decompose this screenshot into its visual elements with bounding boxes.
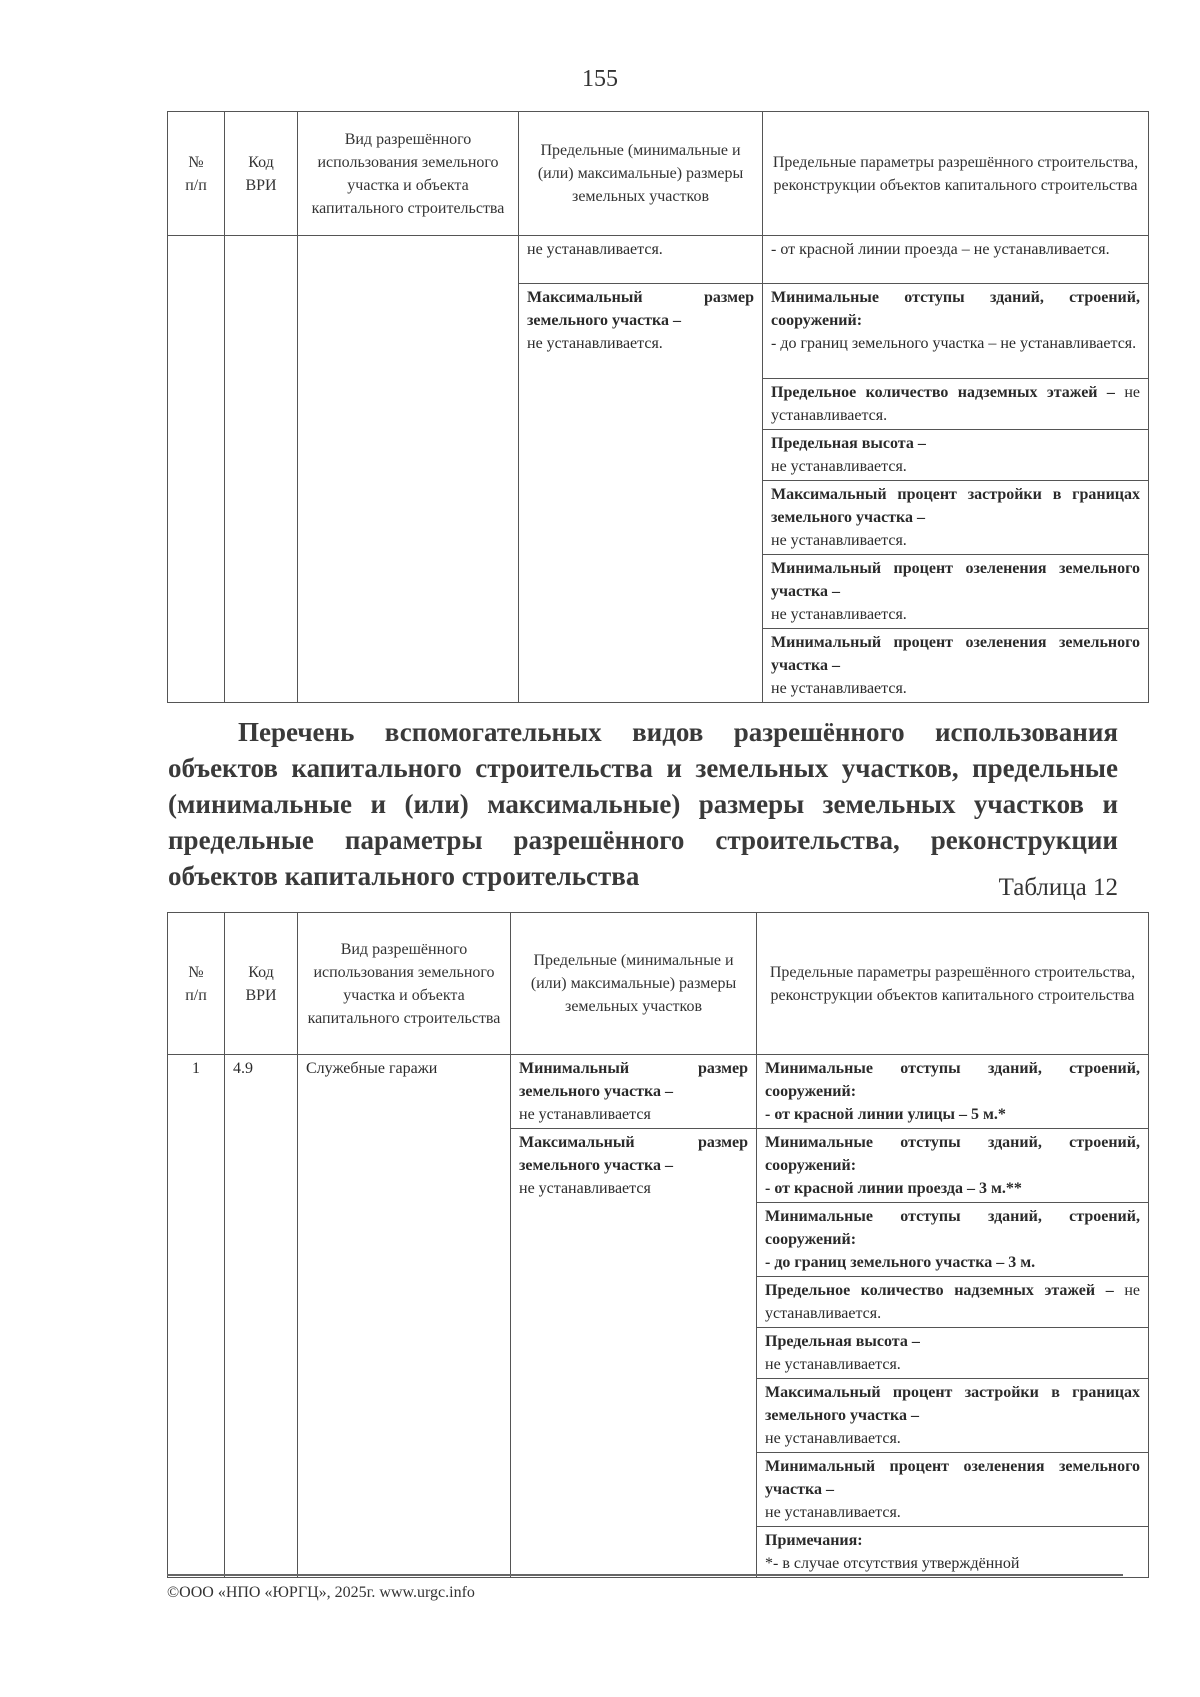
header-code: Код ВРИ — [225, 913, 298, 1055]
header-sizes: Предельные (минимальные и (или) максимальные) размеры земельных участков — [519, 112, 763, 236]
table-12 — [167, 912, 1149, 1578]
table-row — [168, 1055, 1149, 1129]
header-type: Вид разрешённого использования земельного участка и объекта капитального строительства — [298, 112, 519, 236]
section-heading: Перечень вспомогательных видов разрешённого использования объектов капитального строительства и земельных участков, предельные (минимальные и (или) максимальные) размеры земельных участков и предельные параметры разрешённого строительства, реконструкции объектов капитального строительства — [168, 717, 1118, 891]
continued-table — [167, 111, 1149, 703]
header-type: Вид разрешённого использования земельного участка и объекта капитального строительства — [298, 913, 511, 1055]
table-row — [168, 236, 1149, 284]
cell-code: 4.9 — [225, 1055, 298, 1578]
header-code: Код ВРИ — [225, 112, 298, 236]
cell-type — [298, 236, 519, 703]
param-cell: Примечания: *- в случае отсутствия утверждённой — [757, 1527, 1149, 1578]
size-cell: Максимальный размер земельного участка – не устанавливается — [511, 1129, 757, 1578]
param-cell: Предельное количество надземных этажей – не устанавливается. — [763, 379, 1149, 430]
param-cell: Максимальный процент застройки в границах земельного участка – не устанавливается. — [757, 1379, 1149, 1453]
header-params: Предельные параметры разрешённого строительства, реконструкции объектов капитального строительства — [757, 913, 1149, 1055]
size-cell: не устанавливается. — [519, 236, 763, 284]
param-cell: Минимальный процент озеленения земельного участка – не устанавливается. — [757, 1453, 1149, 1527]
footer-divider — [167, 1574, 1123, 1576]
param-cell: - от красной линии проезда – не устанавливается. — [763, 236, 1149, 284]
size-cell: Максимальный размер земельного участка – не устанавливается. — [519, 284, 763, 703]
header-num: № п/п — [168, 112, 225, 236]
param-cell: Минимальные отступы зданий, строений, сооружений: - до границ земельного участка – не устанавливается. — [763, 284, 1149, 379]
param-cell: Минимальный процент озеленения земельного участка – не устанавливается. — [763, 555, 1149, 629]
header-num: № п/п — [168, 913, 225, 1055]
param-cell: Максимальный процент застройки в границах земельного участка – не устанавливается. — [763, 481, 1149, 555]
table-label: Таблица 12 — [998, 874, 1118, 901]
param-cell: Минимальный процент озеленения земельного участка – не устанавливается. — [763, 629, 1149, 703]
size-cell: Минимальный размер земельного участка – не устанавливается — [511, 1055, 757, 1129]
param-cell: Предельная высота – не устанавливается. — [757, 1328, 1149, 1379]
cell-code — [225, 236, 298, 703]
param-cell: Минимальные отступы зданий, строений, сооружений: - до границ земельного участка – 3 м. — [757, 1203, 1149, 1277]
cell-num: 1 — [168, 1055, 225, 1578]
param-cell: Предельная высота – не устанавливается. — [763, 430, 1149, 481]
table-header-row — [168, 112, 1149, 236]
param-cell: Предельное количество надземных этажей – не устанавливается. — [757, 1277, 1149, 1328]
table-header-row — [168, 913, 1149, 1055]
page-number: 155 — [582, 66, 618, 92]
header-sizes: Предельные (минимальные и (или) максимальные) размеры земельных участков — [511, 913, 757, 1055]
footer-copyright: ©ООО «НПО «ЮРГЦ», 2025г. www.urgc.info — [167, 1584, 475, 1601]
header-params: Предельные параметры разрешённого строительства, реконструкции объектов капитального строительства — [763, 112, 1149, 236]
param-cell: Минимальные отступы зданий, строений, сооружений: - от красной линии улицы – 5 м.* — [757, 1055, 1149, 1129]
cell-type: Служебные гаражи — [298, 1055, 511, 1578]
cell-num — [168, 236, 225, 703]
param-cell: Минимальные отступы зданий, строений, сооружений: - от красной линии проезда – 3 м.** — [757, 1129, 1149, 1203]
